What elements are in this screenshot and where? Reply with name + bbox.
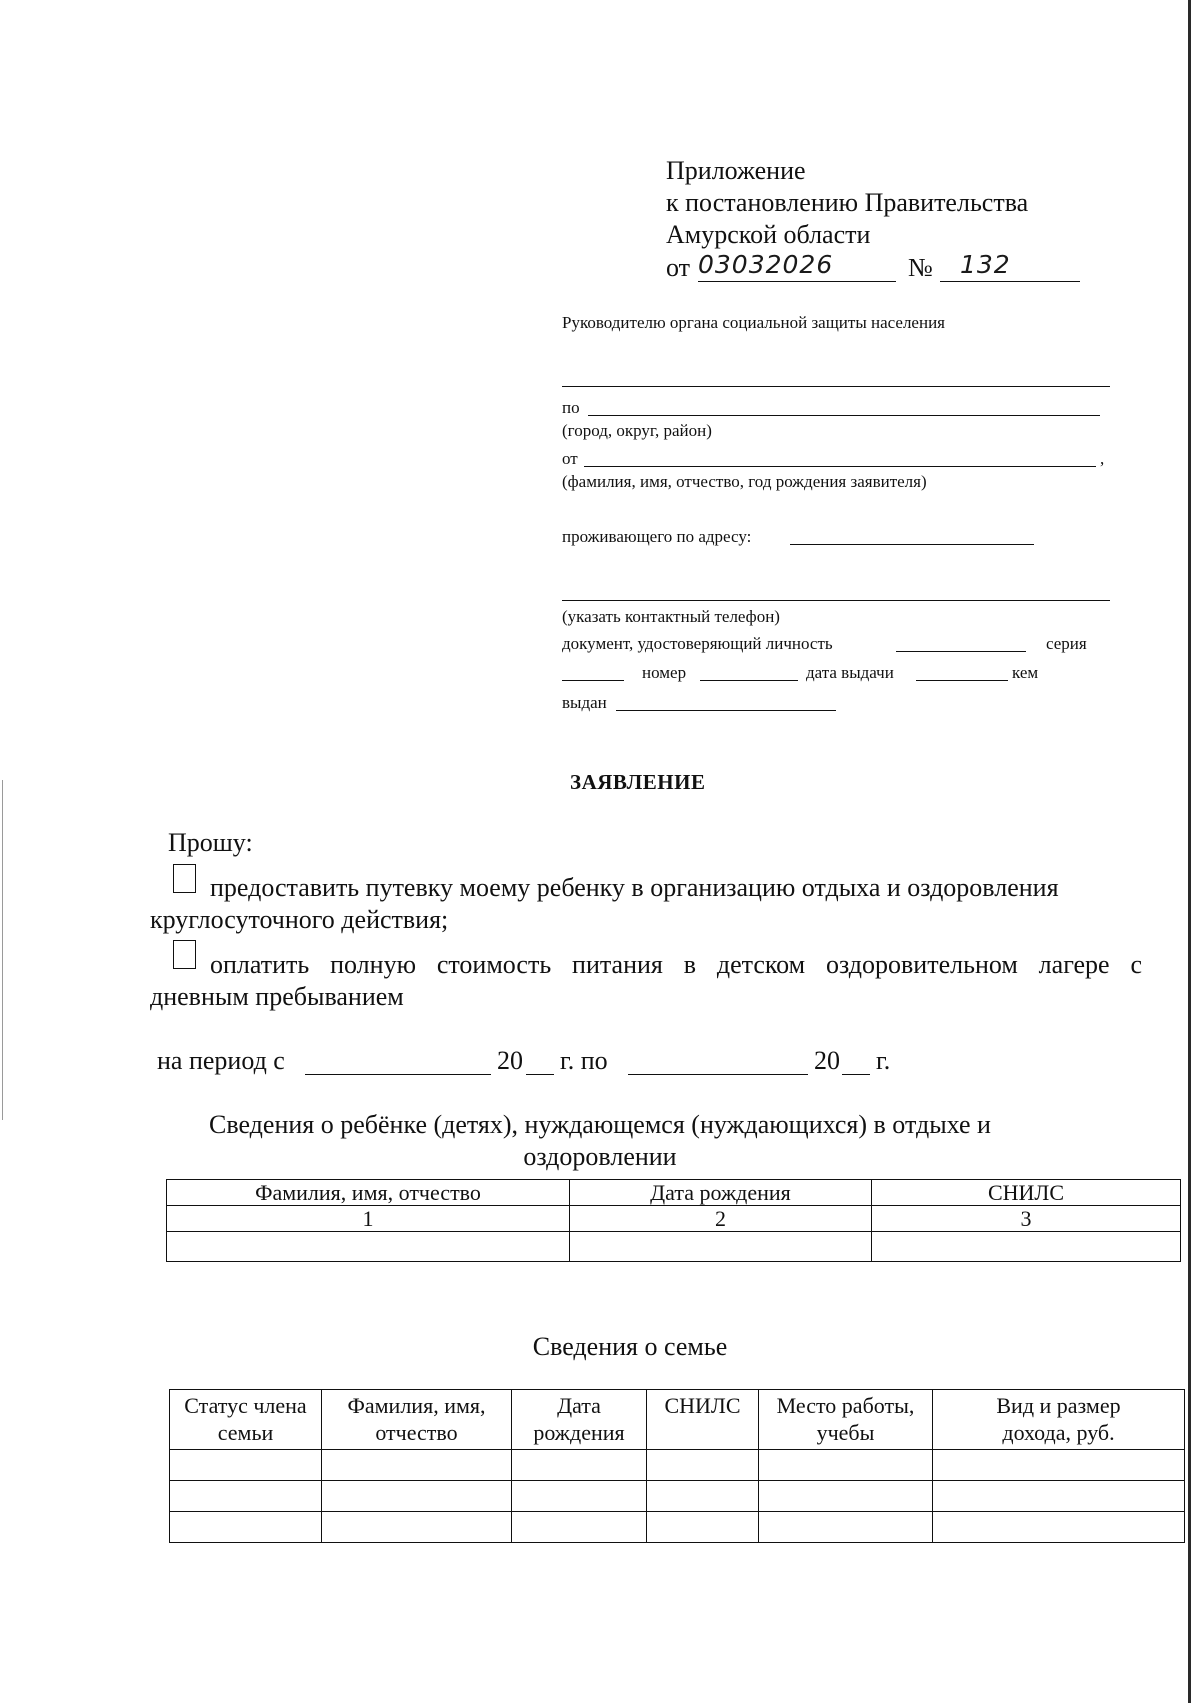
- family-cell[interactable]: [512, 1450, 647, 1481]
- children-col-birthdate: Дата рождения: [570, 1180, 872, 1206]
- number-handwritten: 132: [960, 250, 1011, 279]
- family-cell[interactable]: [759, 1481, 933, 1512]
- family-cell[interactable]: [647, 1512, 759, 1543]
- family-data-row: [170, 1481, 1185, 1512]
- ot-comma: ,: [1100, 449, 1105, 468]
- issue-date-underline: [916, 680, 1008, 681]
- family-cell[interactable]: [759, 1512, 933, 1543]
- doc-underline: [896, 651, 1026, 652]
- date-handwritten: 03032026: [698, 250, 834, 279]
- period-year-1-underline[interactable]: [526, 1074, 554, 1075]
- doc-label: документ, удостоверяющий личность: [562, 634, 833, 653]
- po-label: по: [562, 398, 580, 417]
- document-heading: ЗАЯВЛЕНИЕ: [570, 770, 706, 794]
- addressee-title: Руководителю органа социальной защиты населения: [562, 313, 945, 332]
- family-col-work: Место работы, учебы: [759, 1390, 933, 1450]
- family-cell[interactable]: [647, 1450, 759, 1481]
- family-col-snils: СНИЛС: [647, 1390, 759, 1450]
- family-cell[interactable]: [933, 1481, 1185, 1512]
- option1-line2: круглосуточного действия;: [150, 905, 449, 934]
- family-cell[interactable]: [170, 1450, 322, 1481]
- series-underline: [562, 680, 624, 681]
- family-cell[interactable]: [647, 1481, 759, 1512]
- family-title: Сведения о семье: [532, 1332, 728, 1361]
- family-cell[interactable]: [322, 1481, 512, 1512]
- children-table: [166, 1179, 1181, 1262]
- address-label: проживающего по адресу:: [562, 527, 752, 546]
- children-col-name: Фамилия, имя, отчество: [167, 1180, 570, 1206]
- issue-date-label: дата выдачи: [806, 663, 894, 682]
- number-prefix: №: [908, 253, 933, 282]
- family-data-row: [170, 1512, 1185, 1543]
- scan-edge-right: [1188, 0, 1191, 1703]
- option1-line1: предоставить путевку моему ребенку в организацию отдыха и оздоровления: [210, 873, 1059, 902]
- po-underline: [588, 415, 1100, 416]
- period-year-2-underline[interactable]: [842, 1074, 870, 1075]
- family-cell[interactable]: [933, 1512, 1185, 1543]
- appendix-line-3: Амурской области: [666, 220, 871, 249]
- family-col-birthdate: Дата рождения: [512, 1390, 647, 1450]
- family-cell[interactable]: [170, 1512, 322, 1543]
- children-title-line2: оздоровлении: [523, 1142, 677, 1171]
- family-col-name: Фамилия, имя, отчество: [322, 1390, 512, 1450]
- children-col-number-1: 1: [167, 1206, 570, 1232]
- children-title-line1: Сведения о ребёнке (детях), нуждающемся (нуждающихся) в отдыхе и: [209, 1110, 991, 1139]
- issued-label: выдан: [562, 693, 607, 712]
- period-year-2: 20: [814, 1046, 840, 1075]
- period-year-1: 20: [497, 1046, 523, 1075]
- option2-line1: оплатить полную стоимость питания в детском оздоровительном лагере с: [210, 950, 1142, 979]
- option2-checkbox[interactable]: [173, 940, 196, 969]
- doc-number-underline: [700, 680, 798, 681]
- ot-underline: [584, 466, 1096, 467]
- request-intro: Прошу:: [168, 828, 253, 857]
- family-col-status: Статус члена семьи: [170, 1390, 322, 1450]
- date-underline: [698, 281, 896, 282]
- children-data-row: [167, 1232, 1181, 1262]
- children-number-row: [167, 1206, 1181, 1232]
- children-cell[interactable]: [570, 1232, 872, 1262]
- family-cell[interactable]: [322, 1512, 512, 1543]
- children-col-snils: СНИЛС: [872, 1180, 1181, 1206]
- address-blank-line: [562, 600, 1110, 601]
- number-label: номер: [642, 663, 687, 682]
- children-cell[interactable]: [167, 1232, 570, 1262]
- appendix-line-1: Приложение: [666, 156, 806, 185]
- po-hint: (город, округ, район): [562, 421, 712, 440]
- number-underline: [940, 281, 1080, 282]
- family-header-row: [170, 1390, 1185, 1450]
- ot-hint: (фамилия, имя, отчество, год рождения заявителя): [562, 472, 927, 491]
- children-header-row: [167, 1180, 1181, 1206]
- date-prefix: от: [666, 253, 691, 282]
- family-cell[interactable]: [933, 1450, 1185, 1481]
- series-label: серия: [1046, 634, 1087, 653]
- addressee-blank-line: [562, 386, 1110, 387]
- period-mid: г. по: [560, 1046, 608, 1075]
- family-cell[interactable]: [322, 1450, 512, 1481]
- ot-label: от: [562, 449, 578, 468]
- family-data-row: [170, 1450, 1185, 1481]
- family-cell[interactable]: [170, 1481, 322, 1512]
- option2-line2: дневным пребыванием: [150, 982, 404, 1011]
- appendix-line-2: к постановлению Правительства: [666, 188, 1029, 217]
- period-prefix: на период с: [157, 1046, 285, 1075]
- family-col-income: Вид и размер дохода, руб.: [933, 1390, 1185, 1450]
- scan-edge-left: [2, 780, 3, 1120]
- issued-by-label: кем: [1012, 663, 1039, 682]
- period-to-underline[interactable]: [628, 1074, 808, 1075]
- children-col-number-2: 2: [570, 1206, 872, 1232]
- family-cell[interactable]: [759, 1450, 933, 1481]
- address-underline: [790, 544, 1034, 545]
- family-cell[interactable]: [512, 1481, 647, 1512]
- issued-underline: [616, 710, 836, 711]
- period-from-underline[interactable]: [305, 1074, 491, 1075]
- period-suffix: г.: [876, 1046, 891, 1075]
- children-cell[interactable]: [872, 1232, 1181, 1262]
- option1-checkbox[interactable]: [173, 864, 196, 893]
- family-cell[interactable]: [512, 1512, 647, 1543]
- phone-hint: (указать контактный телефон): [562, 607, 780, 626]
- family-table: [169, 1389, 1185, 1543]
- children-col-number-3: 3: [872, 1206, 1181, 1232]
